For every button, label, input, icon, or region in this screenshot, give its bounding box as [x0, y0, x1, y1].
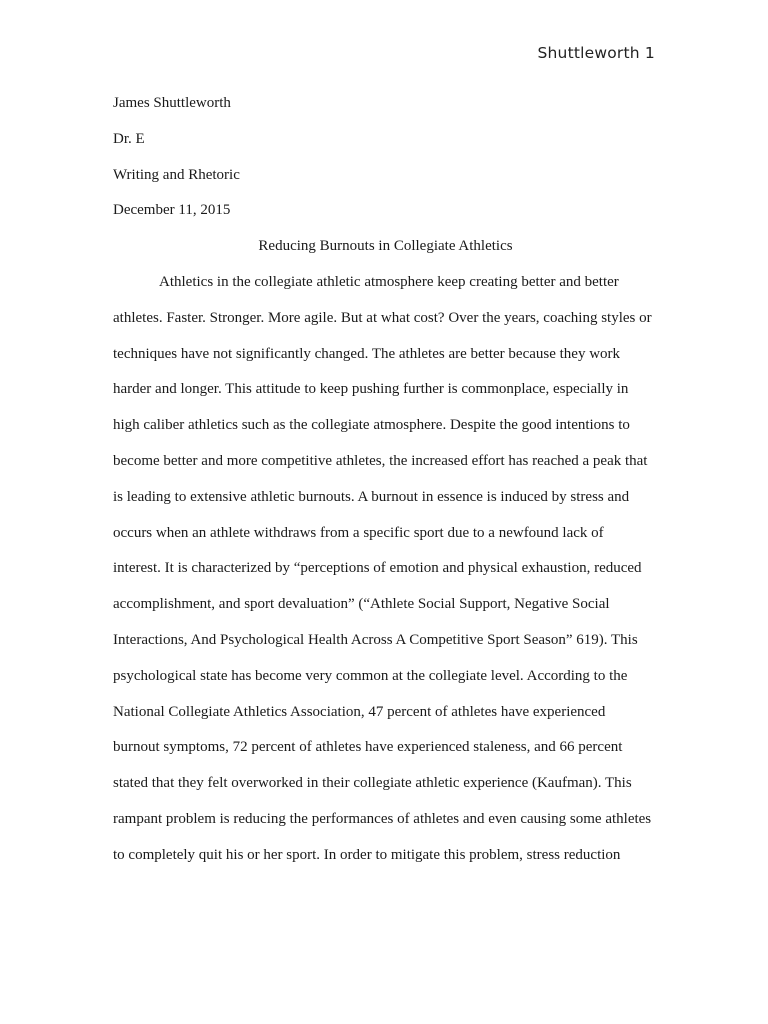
- course-name: Writing and Rhetoric: [113, 166, 240, 183]
- paragraph-line: Interactions, And Psychological Health Across A Competitive Sport Season” 619). This: [113, 631, 638, 648]
- document-body: [113, 86, 658, 874]
- paragraph-line: rampant problem is reducing the performances of athletes and even causing some athletes: [113, 810, 652, 827]
- running-head: Shuttleworth 1: [537, 44, 655, 62]
- paragraph-line: psychological state has become very common at the collegiate level. According to the: [113, 667, 628, 684]
- paragraph-line: National Collegiate Athletics Association, 47 percent of athletes have experienced: [113, 703, 606, 720]
- instructor-name: Dr. E: [113, 130, 145, 147]
- paragraph-line: become better and more competitive athletes, the increased effort has reached a peak that: [113, 452, 648, 469]
- paragraph-line: high caliber athletics such as the collegiate atmosphere. Despite the good intentions to: [113, 417, 630, 434]
- paragraph-line: athletes. Faster. Stronger. More agile. But at what cost? Over the years, coaching styles or: [113, 309, 652, 326]
- paragraph-line: occurs when an athlete withdraws from a specific sport due to a newfound lack of: [113, 524, 604, 541]
- body-paragraph: [113, 265, 658, 874]
- paragraph-line: stated that they felt overworked in their collegiate athletic experience (Kaufman). This: [113, 775, 632, 792]
- paragraph-line: burnout symptoms, 72 percent of athletes have experienced staleness, and 66 percent: [113, 739, 623, 756]
- author-name: James Shuttleworth: [113, 95, 231, 111]
- document-date: December 11, 2015: [113, 202, 231, 219]
- paragraph-line: to completely quit his or her sport. In order to mitigate this problem, stress reduction: [113, 846, 621, 863]
- document-title: Reducing Burnouts in Collegiate Athletics: [258, 238, 513, 255]
- paragraph-line: is leading to extensive athletic burnouts. A burnout in essence is induced by stress and: [113, 488, 630, 505]
- paragraph-line: accomplishment, and sport devaluation” (“Athlete Social Support, Negative Social: [113, 596, 610, 613]
- paragraph-line: harder and longer. This attitude to keep pushing further is commonplace, especially in: [113, 381, 629, 398]
- paragraph-line: techniques have not significantly changed. The athletes are better because they work: [113, 345, 621, 362]
- paragraph-line: Athletics in the collegiate athletic atmosphere keep creating better and better: [159, 273, 619, 290]
- paragraph-line: interest. It is characterized by “perceptions of emotion and physical exhaustion, reduced: [113, 560, 642, 577]
